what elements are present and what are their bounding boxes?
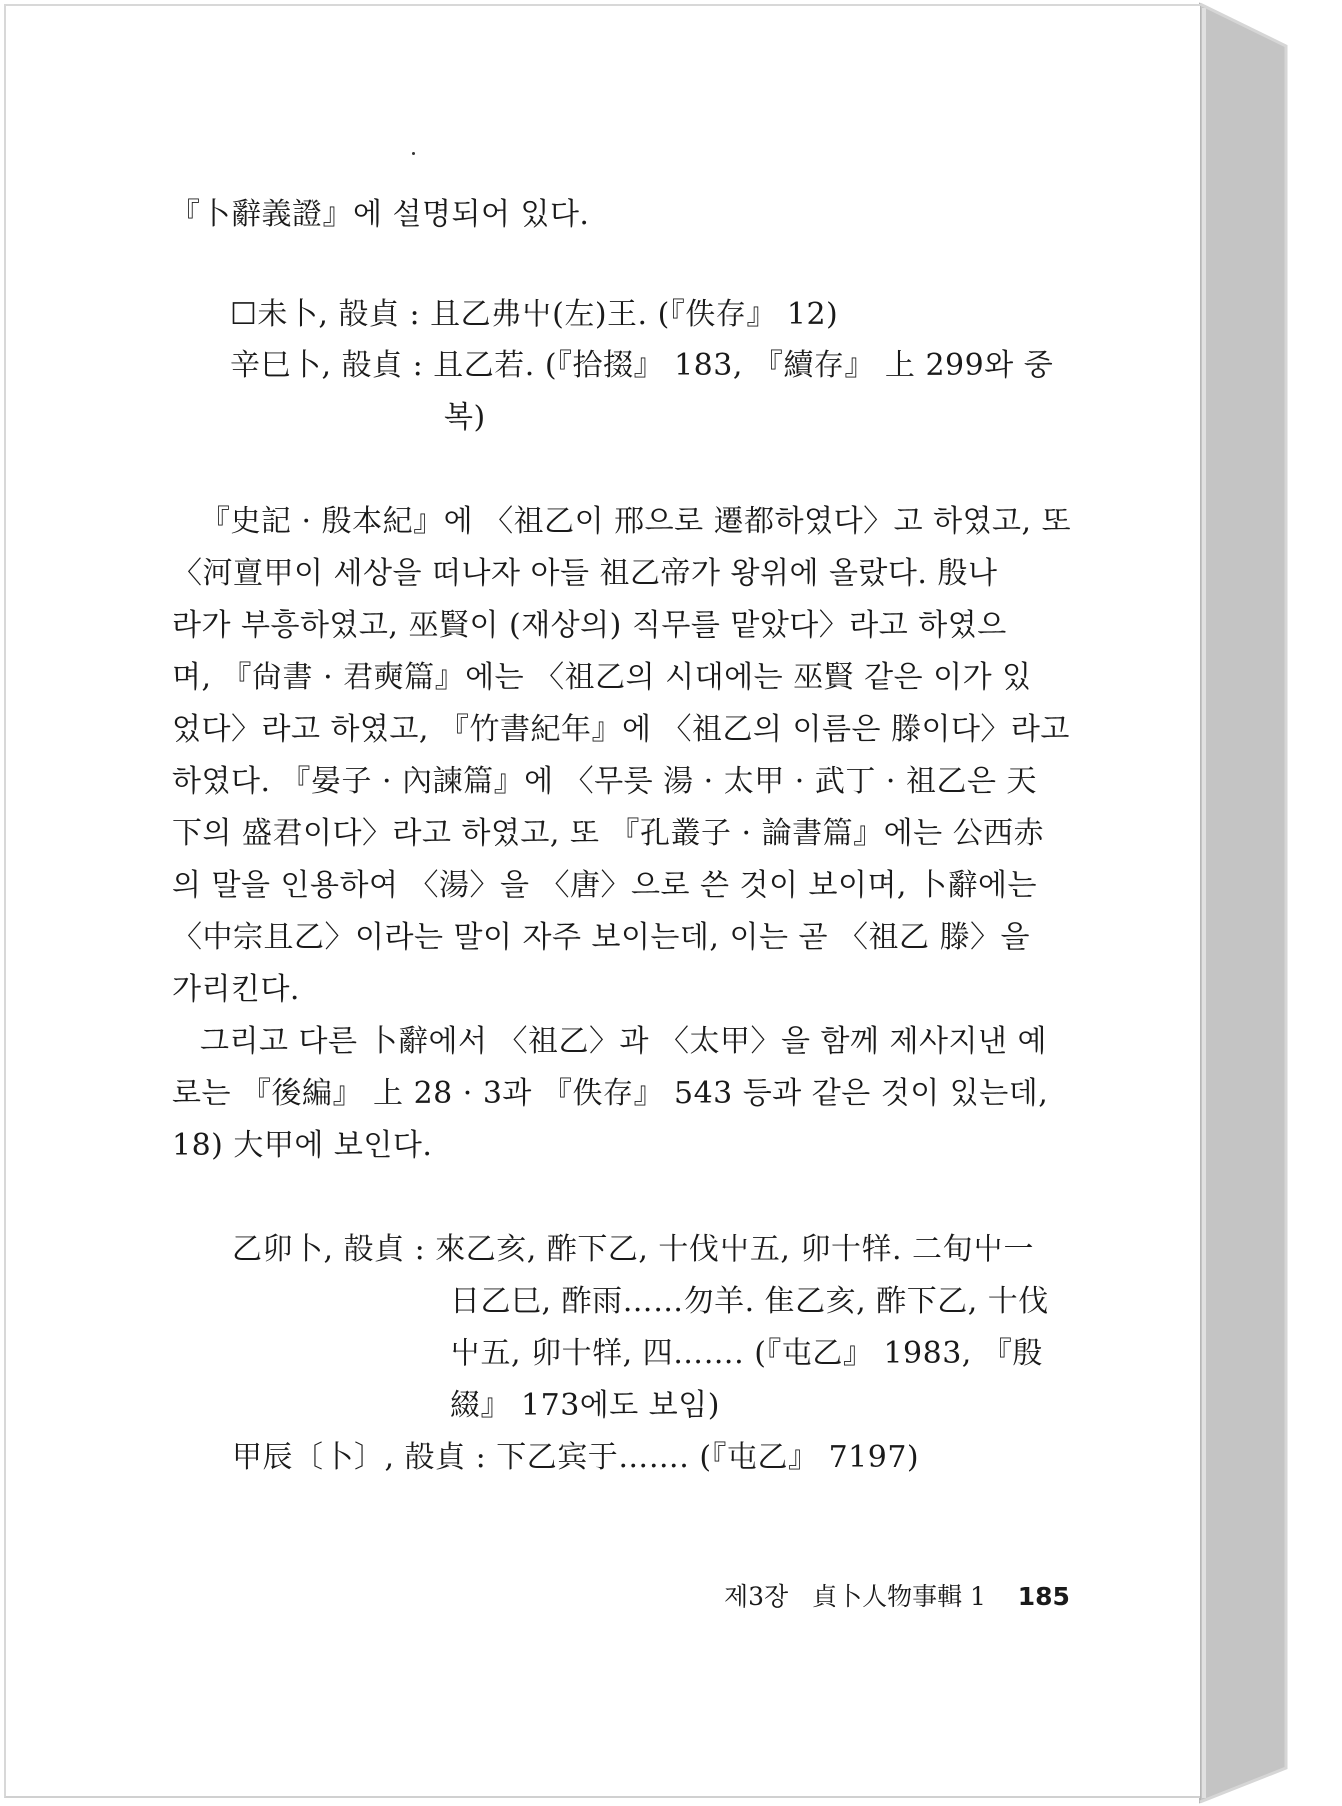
inscription-line: ☐未卜, 㱿貞 : 且乙弗屮(左)王. (『佚存』 12) [230,297,839,332]
text-line: 『卜辭義證』에 설명되어 있다. [170,197,590,232]
inscription-line: 日乙巳, 酢雨……勿羊. 隹乙亥, 酢下乙, 十伐 [450,1284,1049,1319]
inscription-line: 屮五, 卯十䍧, 四……. (『屯乙』 1983, 『殷 [450,1336,1043,1371]
book-side-face [1200,4,1286,1802]
ink-speck [412,152,415,155]
paragraph-line: 가리킨다. [172,972,300,1007]
paragraph-line: 그리고 다른 卜辭에서 〈祖乙〉과 〈太甲〉을 함께 제사지낸 예 [200,1024,1047,1059]
paragraph-line: 18) 大甲에 보인다. [172,1128,433,1163]
paragraph-line: 하였다. 『晏子 · 內諫篇』에 〈무릇 湯 · 太甲 · 武丁 · 祖乙은 天 [172,764,1037,799]
footer-title: 貞卜人物事輯 1 [812,1582,986,1611]
inscription-line: 辛巳卜, 㱿貞 : 且乙若. (『拾掇』 183, 『續存』 上 299와 중 [230,348,1054,383]
paragraph-line: 로는 『後編』 上 28 · 3과 『佚存』 543 등과 같은 것이 있는데, [172,1076,1049,1111]
paragraph-line: 며, 『尙書 · 君奭篇』에는 〈祖乙의 시대에는 巫賢 같은 이가 있 [172,660,1032,695]
paragraph-line: 었다〉라고 하였고, 『竹書紀年』에 〈祖乙의 이름은 滕이다〉라고 [172,712,1070,747]
inscription-line: 복) [444,400,486,435]
inscription-line: 甲辰〔卜〕, 㱿貞 : 下乙宾于……. (『屯乙』 7197) [232,1440,920,1475]
page-footer [724,1580,1070,1614]
paragraph-line: 의 말을 인용하여 〈湯〉을 〈唐〉으로 쓴 것이 보이며, 卜辭에는 [172,868,1037,903]
paragraph-line: 라가 부흥하였고, 巫賢이 (재상의) 직무를 맡았다〉라고 하였으 [172,608,1007,643]
paragraph-line: 下의 盛君이다〉라고 하였고, 또 『孔叢子 · 論書篇』에는 公西赤 [172,816,1045,851]
inscription-line: 乙卯卜, 㱿貞 : 來乙亥, 酢下乙, 十伐屮五, 卯十䍧. 二旬屮一 [232,1232,1035,1267]
paragraph-line: 〈河亶甲이 세상을 떠나자 아들 祖乙帝가 왕위에 올랐다. 殷나 [172,556,998,591]
page-number: 185 [1017,1582,1070,1611]
paragraph-line: 『史記 · 殷本紀』에 〈祖乙이 邢으로 遷都하였다〉고 하였고, 또 [200,504,1072,539]
footer-chapter: 제3장 [724,1582,789,1611]
paragraph-line: 〈中宗且乙〉이라는 말이 자주 보이는데, 이는 곧 〈祖乙 滕〉을 [172,920,1030,955]
inscription-line: 綴』 173에도 보임) [450,1388,720,1423]
